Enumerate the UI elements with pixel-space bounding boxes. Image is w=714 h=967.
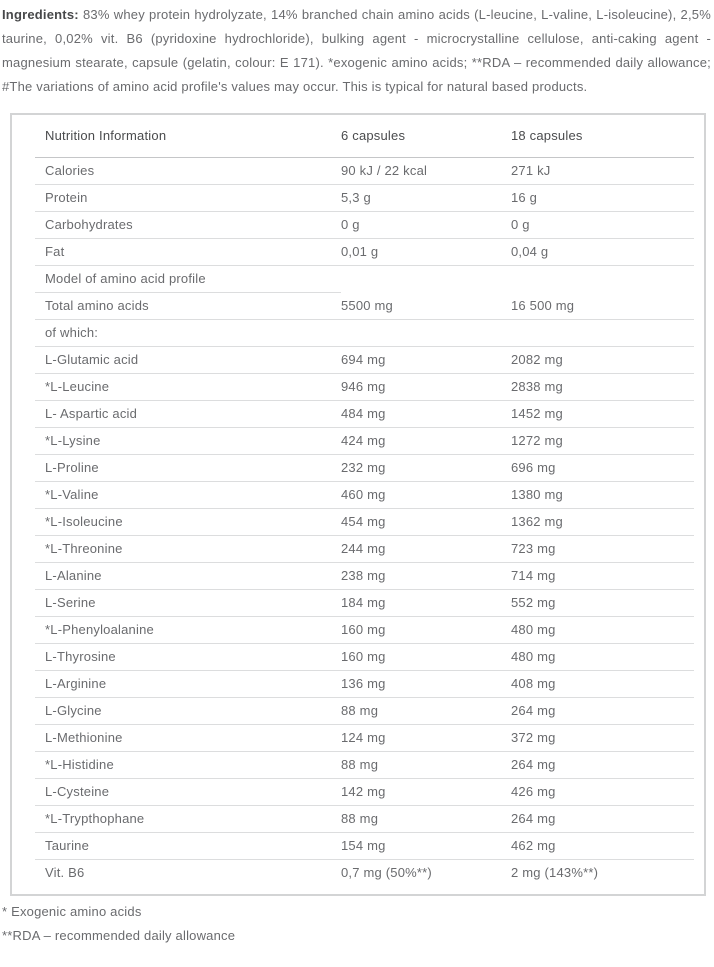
- row-label: L-Serine: [35, 589, 341, 616]
- row-value-6-capsules: 90 kJ / 22 kcal: [341, 157, 511, 184]
- row-value-6-capsules: 238 mg: [341, 562, 511, 589]
- row-value-6-capsules: 484 mg: [341, 400, 511, 427]
- row-value-6-capsules: 232 mg: [341, 454, 511, 481]
- table-row: [35, 724, 694, 751]
- row-label: *L-Valine: [35, 481, 341, 508]
- row-value-18-capsules: 2838 mg: [511, 373, 694, 400]
- row-label: Calories: [35, 157, 341, 184]
- row-value-18-capsules: 1362 mg: [511, 508, 694, 535]
- column-header-18-capsules: 18 capsules: [511, 115, 694, 157]
- row-label: of which:: [35, 319, 341, 346]
- table-row: [35, 481, 694, 508]
- row-label: L-Thyrosine: [35, 643, 341, 670]
- row-value-6-capsules: 946 mg: [341, 373, 511, 400]
- table-header-row: [35, 115, 694, 157]
- row-value-6-capsules: [341, 265, 511, 292]
- table-row: [35, 589, 694, 616]
- table-row: [35, 859, 694, 886]
- row-value-18-capsules: 271 kJ: [511, 157, 694, 184]
- row-value-18-capsules: 1380 mg: [511, 481, 694, 508]
- row-value-6-capsules: 124 mg: [341, 724, 511, 751]
- table-row: [35, 454, 694, 481]
- row-value-6-capsules: 0,7 mg (50%**): [341, 865, 432, 881]
- row-value-18-capsules: 16 g: [511, 184, 694, 211]
- footnote-exogenic-amino-acids: * Exogenic amino acids: [2, 904, 142, 919]
- row-label: *L-Phenyloalanine: [35, 616, 341, 643]
- table-row: [35, 778, 694, 805]
- row-value-6-capsules: 160 mg: [341, 643, 511, 670]
- row-value-18-capsules: 264 mg: [511, 805, 694, 832]
- row-label: *L-Lysine: [35, 427, 341, 454]
- table-row: [35, 670, 694, 697]
- row-value-18-capsules: 552 mg: [511, 589, 694, 616]
- table-row: [35, 805, 694, 832]
- row-value-18-capsules: 462 mg: [511, 832, 694, 859]
- row-value-6-capsules: 454 mg: [341, 508, 511, 535]
- table-row: [35, 292, 694, 319]
- column-header-6-capsules: 6 capsules: [341, 115, 511, 157]
- row-value-18-capsules: 0 g: [511, 211, 694, 238]
- nutrition-table-box: [10, 113, 706, 896]
- table-row: [35, 184, 694, 211]
- row-label: Taurine: [35, 832, 341, 859]
- row-value-6-capsules: 184 mg: [341, 589, 511, 616]
- row-label: *L-Isoleucine: [35, 508, 341, 535]
- row-value-18-capsules: 480 mg: [511, 643, 694, 670]
- row-value-6-capsules: 0 g: [341, 211, 511, 238]
- row-value-6-capsules: 136 mg: [341, 670, 511, 697]
- row-value-18-capsules: 1272 mg: [511, 427, 694, 454]
- row-value-6-capsules: 88 mg: [341, 697, 511, 724]
- row-label: L-Proline: [35, 454, 341, 481]
- table-row: [35, 265, 694, 292]
- row-value-18-capsules: 714 mg: [511, 562, 694, 589]
- table-body: [35, 157, 694, 886]
- row-value-18-capsules: 16 500 mg: [511, 292, 694, 319]
- row-label: L-Methionine: [35, 724, 341, 751]
- row-label: *L-Leucine: [35, 373, 341, 400]
- table-row: [35, 346, 694, 373]
- row-value-18-capsules: 2 mg (143%**): [511, 865, 599, 881]
- table-row: [35, 643, 694, 670]
- column-header-nutrition-information: Nutrition Information: [35, 115, 341, 157]
- table-row: [35, 832, 694, 859]
- row-value-6-capsules: 160 mg: [341, 616, 511, 643]
- table-row: [35, 157, 694, 184]
- row-value-18-capsules: 408 mg: [511, 670, 694, 697]
- table-row: [35, 319, 694, 346]
- row-value-6-capsules: 142 mg: [341, 778, 511, 805]
- row-value-6-capsules: 244 mg: [341, 535, 511, 562]
- row-value-6-capsules: 0,01 g: [341, 238, 511, 265]
- row-label: *L-Threonine: [35, 535, 341, 562]
- table-row: [35, 616, 694, 643]
- row-label: Fat: [35, 238, 341, 265]
- row-value-18-capsules: 696 mg: [511, 454, 694, 481]
- ingredients-label: Ingredients:: [2, 7, 79, 22]
- row-label: *L-Histidine: [35, 751, 341, 778]
- table-row: [35, 238, 694, 265]
- row-value-18-capsules: 1452 mg: [511, 400, 694, 427]
- table-row: [35, 508, 694, 535]
- row-value-6-capsules: 694 mg: [341, 346, 511, 373]
- row-value-18-capsules: 372 mg: [511, 724, 694, 751]
- row-value-6-capsules: 5500 mg: [341, 292, 511, 319]
- row-label: L-Alanine: [35, 562, 341, 589]
- row-label: Vit. B6: [45, 865, 85, 881]
- row-value-6-capsules: 88 mg: [341, 805, 511, 832]
- row-label: Total amino acids: [35, 292, 341, 319]
- row-value-6-capsules: 460 mg: [341, 481, 511, 508]
- table-row: [35, 562, 694, 589]
- table-row: [35, 400, 694, 427]
- row-label: *L-Trypthophane: [35, 805, 341, 832]
- row-label: L- Aspartic acid: [35, 400, 341, 427]
- table-row: [35, 427, 694, 454]
- table-row: [35, 751, 694, 778]
- row-label: L-Cysteine: [35, 778, 341, 805]
- row-value-18-capsules: [511, 319, 694, 346]
- row-label: L-Arginine: [35, 670, 341, 697]
- row-value-18-capsules: 2082 mg: [511, 346, 694, 373]
- row-label: L-Glycine: [35, 697, 341, 724]
- ingredients-paragraph: [0, 0, 714, 99]
- row-label: L-Glutamic acid: [35, 346, 341, 373]
- row-value-18-capsules: 480 mg: [511, 616, 694, 643]
- row-value-18-capsules: 723 mg: [511, 535, 694, 562]
- ingredients-text: 83% whey protein hydrolyzate, 14% branched chain amino acids (L-leucine, L-valine, L-isoleucine), 2,5% taurine, 0,02% vit. B6 (pyridoxine hydrochloride), bulking agent - microcrystalline cellulose, anti-caking agent - magnesium stearate, capsule (gelatin, colour: E 171). *exogenic amino acids; **RDA – recommended daily allowance; #The variations of amino acid profile's values may occur. This is typical for natural based products.: [2, 7, 711, 94]
- row-value-6-capsules: 424 mg: [341, 427, 511, 454]
- nutrition-table: [35, 115, 694, 886]
- footnote-rda: **RDA – recommended daily allowance: [2, 928, 236, 943]
- row-value-18-capsules: 264 mg: [511, 697, 694, 724]
- row-value-18-capsules: 0,04 g: [511, 238, 694, 265]
- row-value-18-capsules: 264 mg: [511, 751, 694, 778]
- table-row: [35, 697, 694, 724]
- table-row: [35, 373, 694, 400]
- table-header: [35, 115, 694, 157]
- row-value-18-capsules: 426 mg: [511, 778, 694, 805]
- table-row: [35, 535, 694, 562]
- row-value-6-capsules: 154 mg: [341, 832, 511, 859]
- row-label: Carbohydrates: [35, 211, 341, 238]
- table-row: [35, 211, 694, 238]
- row-label: Model of amino acid profile: [35, 265, 341, 292]
- row-value-6-capsules: 88 mg: [341, 751, 511, 778]
- row-label: Protein: [35, 184, 341, 211]
- row-value-18-capsules: [511, 265, 694, 292]
- row-value-6-capsules: [341, 319, 511, 346]
- row-value-6-capsules: 5,3 g: [341, 184, 511, 211]
